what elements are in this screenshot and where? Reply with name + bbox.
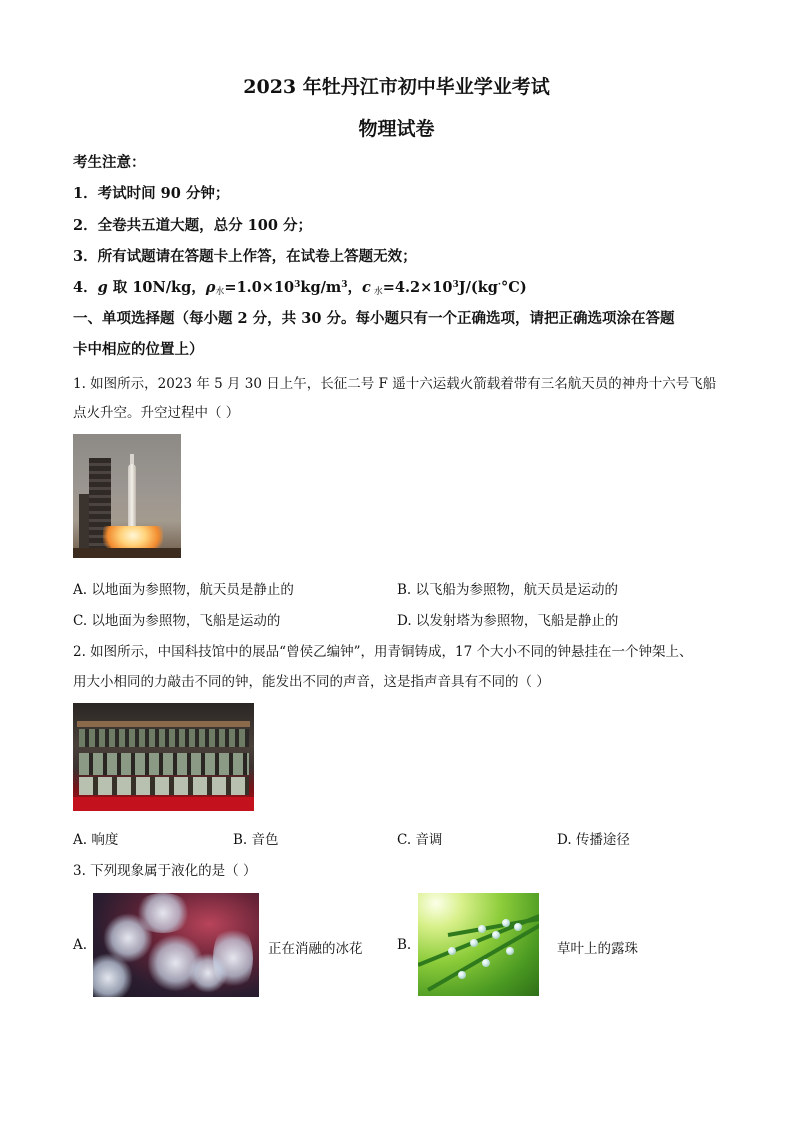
section1-instruction-line2: 卡中相应的位置上） [73,341,204,358]
rho-value-b: kg/m [300,279,342,296]
notice-item-3: 3．所有试题请在答题卡上作答，在试卷上答题无效； [73,248,417,265]
q2-option-b: B. 音色 [233,832,279,848]
symbol-g: g [97,279,108,296]
q1-option-d: D. 以发射塔为参照物，飞船是静止的 [397,613,619,629]
c-exponent: 3 [452,280,459,290]
page-subtitle: 物理试卷 [358,118,435,140]
q2-stem-line1: 2. 如图所示，中国科技馆中的展品“曾侯乙编钟”，用青铜铸成，17 个大小不同的钟悬挂在一个钟架上、 [73,644,693,660]
symbol-rho: ρ [205,279,216,296]
page-title: 2023 年牡丹江市初中毕业学业考试 [243,76,550,98]
q2-stem-line2: 用大小相同的力敲击不同的钟，能发出不同的声音，这是指声音具有不同的（ ） [73,674,550,690]
q3-stem: 3. 下列现象属于液化的是（ ） [73,863,257,879]
chime-bells-photo [73,703,254,811]
separator: ， [347,279,362,296]
g-value: 取 10N/kg， [107,279,206,296]
notice-item-2: 2．全卷共五道大题，总分 100 分； [73,217,312,234]
rho-exponent: 3 [294,280,301,290]
ice-flower-photo [93,893,259,997]
q3-option-a-text: 正在消融的冰花 [268,941,363,957]
c-value-a: =4.2×10 [382,279,453,296]
c-value-b: J/(kg [458,279,498,296]
notice-item-4-prefix: 4． [73,279,98,296]
q1-option-a: A. 以地面为参照物，航天员是静止的 [73,582,294,598]
q2-option-c: C. 音调 [397,832,443,848]
symbol-c: c [362,279,371,296]
rho-subscript: 水 [215,287,225,297]
q3-option-a-label: A. [73,937,88,953]
notice-item-4 [73,276,527,297]
q3-option-b-label: B. [397,937,412,953]
rocket-launch-photo [73,434,181,558]
q2-option-d: D. 传播途径 [557,832,630,848]
q1-stem-line1: 1. 如图所示，2023 年 5 月 30 日上午，长征二号 F 遥十六运载火箭载着带有三名航天员的神舟十六号飞船 [73,376,717,392]
q1-option-c: C. 以地面为参照物，飞船是运动的 [73,613,281,629]
rho-unit-exponent: 3 [341,280,348,290]
q2-option-a: A. 响度 [73,832,119,848]
q1-stem-line2: 点火升空。升空过程中（ ） [73,405,240,421]
dew-on-grass-photo [418,893,539,996]
notice-heading: 考生注意： [73,154,146,171]
notice-item-1: 1．考试时间 90 分钟； [73,185,230,202]
c-dot: · [497,280,502,290]
c-subscript: 水 [370,287,383,297]
c-value-c: °C) [501,279,527,296]
q1-option-b: B. 以飞船为参照物，航天员是运动的 [397,582,619,598]
rho-value-a: =1.0×10 [224,279,295,296]
section1-instruction-line1: 一、单项选择题（每小题 2 分，共 30 分。每小题只有一个正确选项，请把正确选项涂在答题 [73,310,675,327]
q3-option-b-text: 草叶上的露珠 [557,941,638,957]
